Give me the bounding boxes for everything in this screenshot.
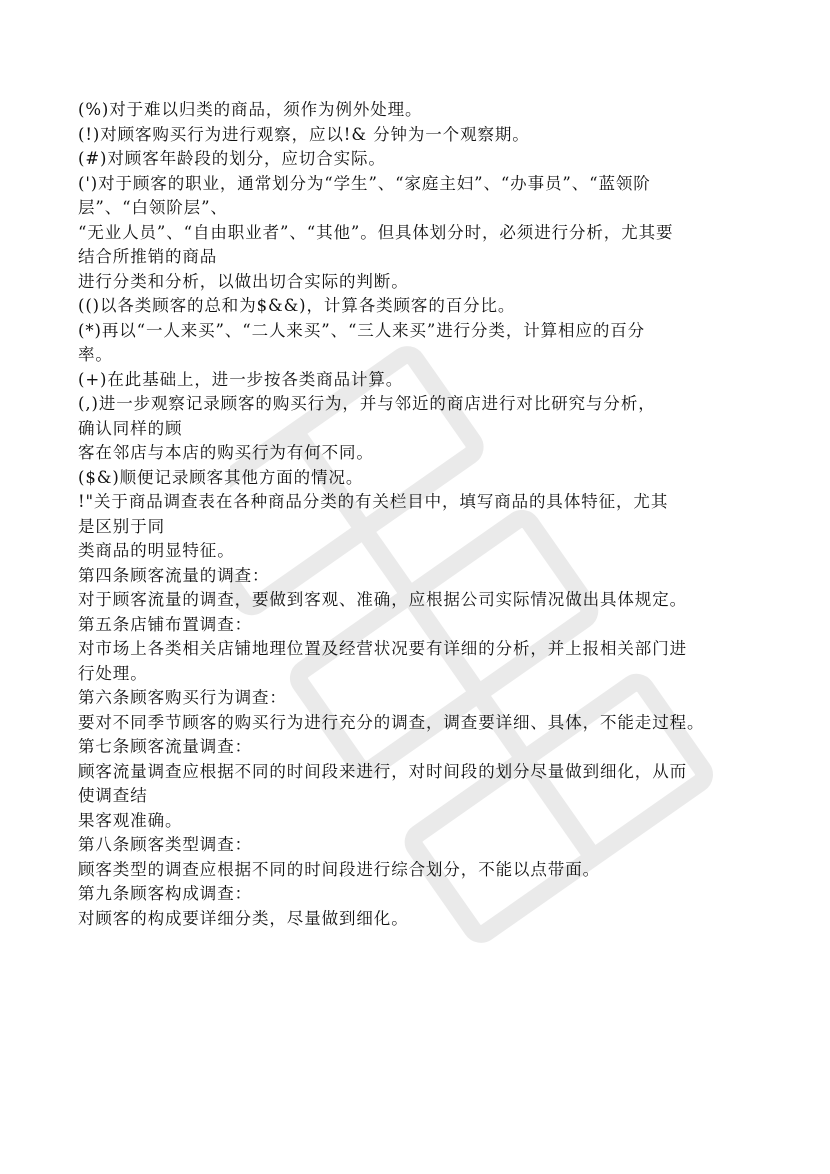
text-line: (!)对顾客购买行为进行观察，应以!& 分钟为一个观察期。 [78,124,530,144]
text-line: (()以各类顾客的总和为$&&)，计算各类顾客的百分比。 [78,296,516,315]
text-line: 类商品的明显特征。 [78,541,235,560]
section-heading: 第七条顾客流量调查： [78,737,252,756]
text-line: (,)进一步观察记录顾客的购买行为，并与邻近的商店进行对比研究与分析， [78,394,656,413]
text-line: ($&)顺便记录顾客其他方面的情况。 [78,467,364,487]
text-line: 层”、“白领阶层”、 [78,198,228,217]
text-line: 对市场上各类相关店铺地理位置及经营状况要有详细的分析，并上报相关部门进 [78,639,687,658]
text-line: 确认同样的顾 [78,418,183,438]
text-line: 客在邻店与本店的购买行为有何不同。 [78,443,374,462]
text-line: 是区别于同 [78,516,165,536]
text-line: 顾客类型的调查应根据不同的时间段进行综合划分，不能以点带面。 [78,859,600,879]
section-heading: 第五条店铺布置调查： [78,614,252,634]
text-line: 对顾客的构成要详细分类，尽量做到细化。 [78,908,409,928]
text-line: 率。 [78,345,113,364]
text-line: (*)再以“一人来买”、“二人来买”、“三人来买”进行分类，计算相应的百分 [78,320,646,340]
text-line: (+)在此基础上，进一步按各类商品计算。 [78,369,404,389]
text-line: 进行分类和分析，以做出切合实际的判断。 [78,271,409,291]
text-line: !"关于商品调查表在各种商品分类的有关栏目中，填写商品的具体特征，尤其 [78,492,669,511]
text-line: 对于顾客流量的调查，要做到客观、准确，应根据公司实际情况做出具体规定。 [78,590,687,609]
section-heading: 第八条顾客类型调查： [78,835,252,854]
text-line: (')对于顾客的职业，通常划分为“学生”、“家庭主妇”、“办事员”、“蓝领阶 [78,173,651,193]
text-line: (%)对于难以归类的商品，须作为例外处理。 [78,100,423,119]
text-line: 顾客流量调查应根据不同的时间段来进行，对时间段的划分尽量做到细化，从而 [78,761,687,781]
section-heading: 第六条顾客购买行为调查： [78,688,287,707]
text-line: “无业人员”、“自由职业者”、“其他”。但具体划分时，必须进行分析，尤其要 [78,222,674,242]
section-heading: 第九条顾客构成调查： [78,884,252,903]
text-line: (#)对顾客年龄段的划分，应切合实际。 [78,149,386,168]
text-line: 果客观准确。 [78,810,183,830]
document-body [78,98,778,931]
text-line: 使调查结 [78,786,148,805]
text-line: 结合所推销的商品 [78,247,218,266]
text-line: 要对不同季节顾客的购买行为进行充分的调查，调查要详细、具体，不能走过程。 [78,712,705,732]
section-heading: 第四条顾客流量的调查： [78,565,270,585]
text-line: 行处理。 [78,663,148,683]
